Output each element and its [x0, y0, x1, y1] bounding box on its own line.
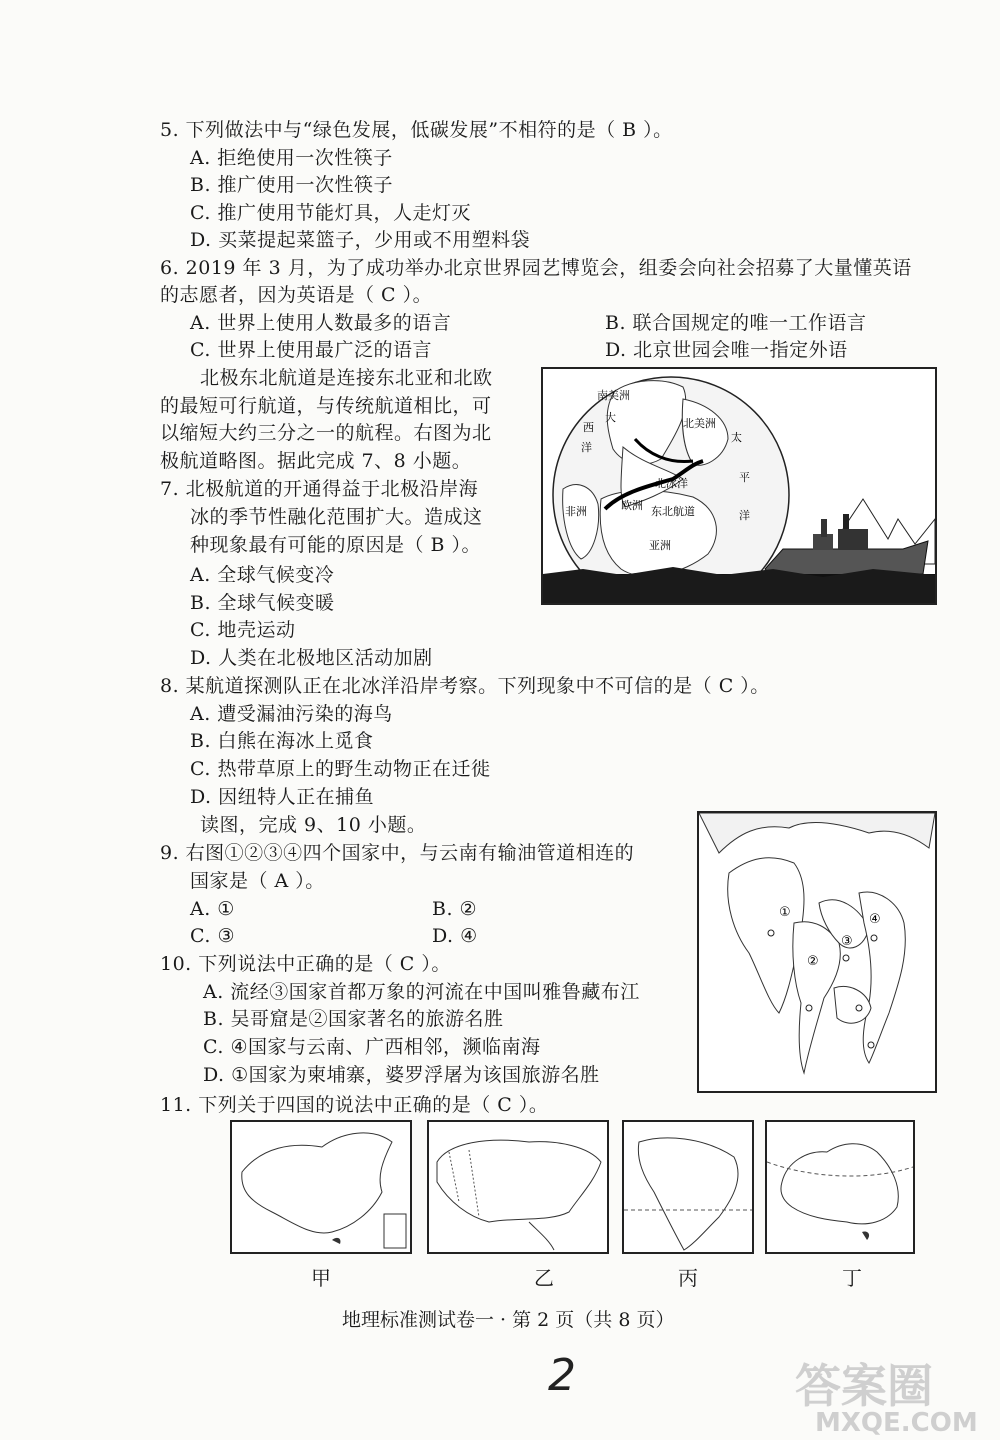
q9-option-c: C. ③ [190, 925, 235, 947]
q6-option-b: B. 联合国规定的唯一工作语言 [605, 312, 867, 334]
map-label-northeast-route: 东北航道 [651, 505, 695, 518]
map-label-north-america: 北美洲 [683, 417, 716, 430]
intro78-line3: 以缩短大约三分之一的航程。右图为北 [160, 422, 492, 444]
map-label-europe: 欧洲 [621, 499, 643, 512]
q9-option-a: A. ① [190, 898, 235, 920]
arctic-route-map-svg [543, 369, 935, 603]
map-label-asia: 亚洲 [649, 539, 671, 552]
map-label-africa: 非洲 [565, 505, 587, 518]
southeast-asia-map-svg [699, 813, 935, 1091]
map-label-arctic-ocean: 北冰洋 [655, 477, 688, 490]
map-china [230, 1120, 412, 1254]
q7-option-d: D. 人类在北极地区活动加剧 [190, 647, 433, 669]
q8-option-c: C. 热带草原上的野生动物正在迁徙 [190, 758, 491, 780]
marker-3: ③ [841, 934, 853, 949]
q6-stem-line1: 6. 2019 年 3 月，为了成功举办北京世界园艺博览会，组委会向社会招募了大量懂英语 [160, 257, 912, 279]
q7-stem-line3: 种现象最有可能的原因是（ B ）。 [190, 534, 482, 556]
map-australia-svg [767, 1122, 913, 1252]
intro78-line1: 北极东北航道是连接东北亚和北欧 [200, 367, 493, 389]
q9-option-d: D. ④ [432, 925, 478, 947]
q10-option-b: B. 吴哥窟是②国家著名的旅游名胜 [203, 1008, 504, 1030]
q10-option-a: A. 流经③国家首都万象的河流在中国叫雅鲁藏布江 [203, 981, 640, 1003]
map-label-atlantic-3: 洋 [581, 441, 592, 454]
q10-option-c: C. ④国家与云南、广西相邻，濒临南海 [203, 1036, 541, 1058]
intro910: 读图，完成 9、10 小题。 [200, 814, 427, 836]
q5-stem: 5. 下列做法中与“绿色发展，低碳发展”不相符的是（ B ）。 [160, 119, 673, 141]
watermark-logo: 答案圈 [795, 1359, 933, 1413]
q7-option-b: B. 全球气候变暖 [190, 592, 335, 614]
q10-option-d: D. ①国家为柬埔寨，婆罗浮屠为该国旅游名胜 [203, 1064, 600, 1086]
map-label-pacific-3: 洋 [739, 509, 750, 522]
map-australia [765, 1120, 915, 1254]
caption-yi: 乙 [534, 1266, 554, 1290]
q8-option-d: D. 因纽特人正在捕鱼 [190, 786, 375, 808]
map-label-pacific-2: 平 [739, 471, 750, 484]
map-label-atlantic-2: 西 [583, 421, 594, 434]
map-usa-svg [429, 1122, 607, 1252]
intro78-line2: 的最短可行航道，与传统航道相比，可 [160, 395, 492, 417]
watermark-url: MXQE.COM [815, 1408, 978, 1438]
q9-option-b: B. ② [432, 898, 478, 920]
q9-stem-line1: 9. 右图①②③④四个国家中，与云南有输油管道相连的 [160, 842, 635, 864]
caption-bing: 丙 [678, 1266, 698, 1290]
page-footer: 地理标准测试卷一 · 第 2 页（共 8 页） [342, 1309, 675, 1331]
q7-option-a: A. 全球气候变冷 [190, 564, 335, 586]
map-brazil [622, 1120, 754, 1254]
q5-option-c: C. 推广使用节能灯具，人走灯灭 [190, 202, 471, 224]
marker-1: ① [779, 905, 791, 920]
q9-stem-line2: 国家是（ A ）。 [190, 870, 325, 892]
q8-option-b: B. 白熊在海冰上觅食 [190, 730, 374, 752]
q8-stem: 8. 某航道探测队正在北冰洋沿岸考察。下列现象中不可信的是（ C ）。 [160, 675, 770, 697]
q6-stem-line2: 的志愿者，因为英语是（ C ）。 [160, 284, 433, 306]
marker-4: ④ [869, 912, 881, 927]
q11-stem: 11. 下列关于四国的说法中正确的是（ C ）。 [160, 1094, 549, 1116]
map-label-atlantic-1: 大 [605, 411, 616, 424]
q7-stem-line2: 冰的季节性融化范围扩大。造成这 [190, 506, 483, 528]
map-label-south-america: 南美洲 [597, 389, 630, 402]
map-label-pacific-1: 太 [731, 431, 742, 444]
q5-option-b: B. 推广使用一次性筷子 [190, 174, 394, 196]
q6-option-d: D. 北京世园会唯一指定外语 [605, 339, 848, 361]
map-brazil-svg [624, 1122, 752, 1252]
q8-option-a: A. 遭受漏油污染的海鸟 [190, 703, 393, 725]
map-china-svg [232, 1122, 410, 1252]
handwritten-page-number: 2 [548, 1350, 576, 1401]
q7-stem-line1: 7. 北极航道的开通得益于北极沿岸海 [160, 478, 479, 500]
caption-jia: 甲 [311, 1266, 331, 1290]
q5-option-d: D. 买菜提起菜篮子，少用或不用塑料袋 [190, 229, 531, 251]
marker-2: ② [807, 954, 819, 969]
arctic-route-map [541, 367, 937, 605]
q6-option-a: A. 世界上使用人数最多的语言 [190, 312, 452, 334]
caption-ding: 丁 [842, 1266, 862, 1290]
map-usa [427, 1120, 609, 1254]
southeast-asia-map [697, 811, 937, 1093]
q6-option-c: C. 世界上使用最广泛的语言 [190, 339, 432, 361]
q10-stem: 10. 下列说法中正确的是（ C ）。 [160, 953, 451, 975]
q7-option-c: C. 地壳运动 [190, 619, 296, 641]
q5-option-a: A. 拒绝使用一次性筷子 [190, 147, 393, 169]
intro78-line4: 极航道略图。据此完成 7、8 小题。 [160, 450, 472, 472]
